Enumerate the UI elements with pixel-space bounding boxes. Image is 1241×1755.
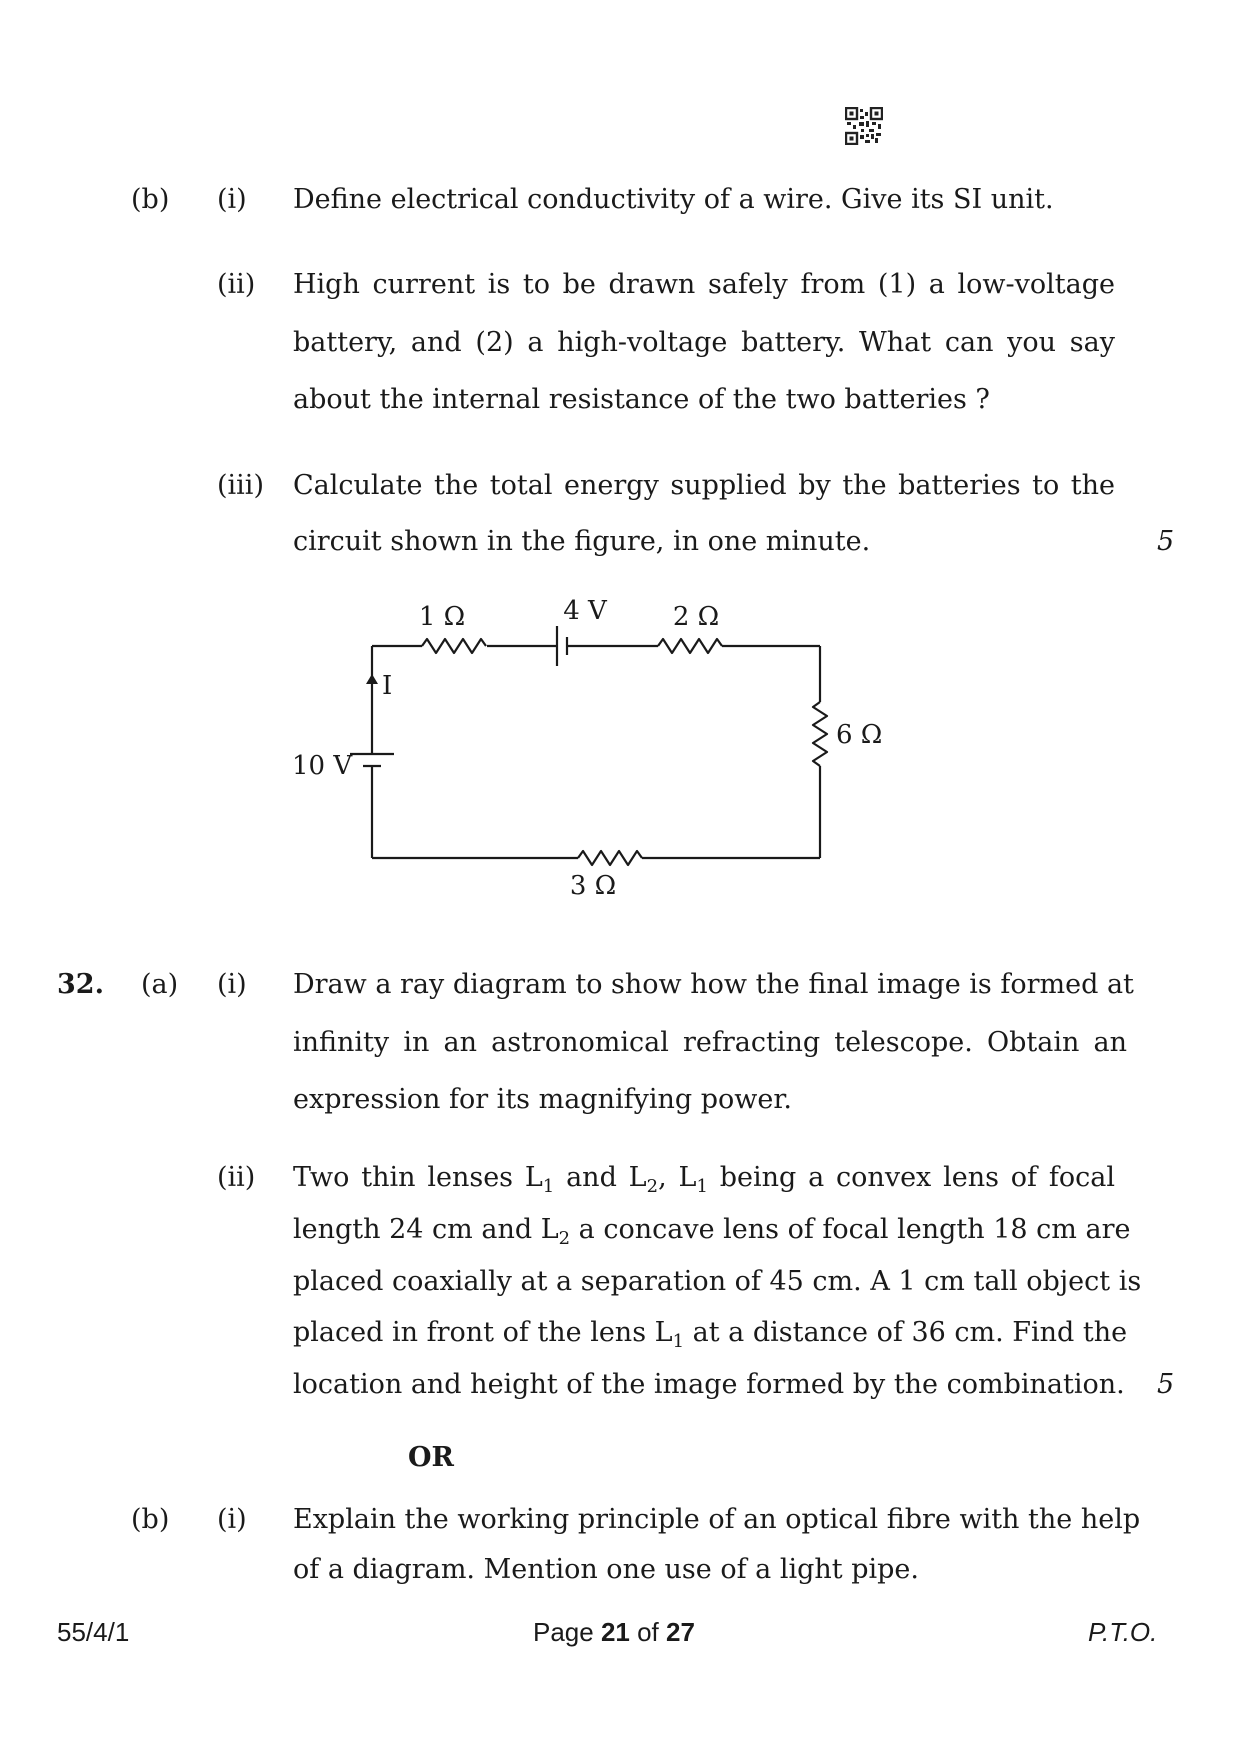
- question-text-line: about the internal resistance of the two batteries ?: [293, 384, 990, 415]
- resistor-1-ohm: [422, 639, 486, 653]
- subpart-iii-label: (iii): [217, 470, 264, 501]
- subpart-ii-label: (ii): [217, 269, 256, 300]
- part-b-label: (b): [131, 184, 170, 215]
- part-a-label: (a): [141, 969, 179, 1000]
- marks: 5: [1157, 526, 1175, 557]
- question-text-line: location and height of the image formed by the combination.: [293, 1369, 1125, 1400]
- label-6-ohm: 6 Ω: [836, 720, 883, 750]
- resistor-3-ohm: [578, 851, 642, 865]
- label-4v: 4 V: [563, 596, 607, 626]
- subpart-i-label: (i): [217, 184, 247, 215]
- question-text-line: Calculate the total energy supplied by the batteries to the: [293, 470, 1115, 501]
- question-text-line: Two thin lenses $L_1$ and $L_2$, $L_1$ being a convex lens of focal: [293, 1162, 1115, 1197]
- question-text-line: circuit shown in the figure, in one minute.: [293, 526, 871, 557]
- qr-code-icon: [845, 107, 883, 145]
- subpart-i-label: (i): [217, 969, 247, 1000]
- question-text-line: of a diagram. Mention one use of a light pipe.: [293, 1554, 919, 1585]
- question-text-line: High current is to be drawn safely from (1) a low-voltage: [293, 269, 1115, 300]
- current-arrow-icon: [366, 674, 378, 684]
- question-number: 32.: [57, 969, 104, 1000]
- subpart-ii-label: (ii): [217, 1162, 256, 1193]
- question-text-line: infinity in an astronomical refracting telescope. Obtain an: [293, 1027, 1127, 1058]
- label-current: I: [382, 671, 393, 701]
- subpart-i-label: (i): [217, 1504, 247, 1535]
- resistor-2-ohm: [658, 639, 722, 653]
- question-text-line: placed coaxially at a separation of 45 cm. A 1 cm tall object is: [293, 1266, 1142, 1297]
- label-2-ohm: 2 Ω: [672, 602, 720, 632]
- question-text-line: placed in front of the lens $L_1$ at a distance of 36 cm. Find the: [293, 1317, 1128, 1352]
- question-text-line: length 24 cm and $L_2$ a concave lens of focal length 18 cm are: [293, 1214, 1131, 1249]
- question-text-line: battery, and (2) a high-voltage battery. What can you say: [293, 327, 1115, 358]
- label-3-ohm: 3 Ω: [569, 871, 617, 901]
- question-text: Define electrical conductivity of a wire. Give its SI unit.: [293, 184, 1054, 215]
- question-text-line: Explain the working principle of an optical fibre with the help: [293, 1504, 1141, 1535]
- pto-label: P.T.O.: [1088, 1617, 1158, 1647]
- label-10v: 10 V: [292, 751, 353, 781]
- circuit-diagram: [280, 590, 920, 920]
- page-number: Page 21 of 27: [533, 1617, 695, 1647]
- paper-code: 55/4/1: [57, 1617, 130, 1647]
- resistor-6-ohm: [813, 702, 827, 766]
- label-1-ohm: 1 Ω: [418, 602, 466, 632]
- question-text-line: expression for its magnifying power.: [293, 1084, 792, 1115]
- marks: 5: [1157, 1369, 1175, 1400]
- part-b-label: (b): [131, 1504, 170, 1535]
- or-separator: OR: [408, 1442, 454, 1473]
- question-text-line: Draw a ray diagram to show how the final image is formed at: [293, 969, 1134, 1000]
